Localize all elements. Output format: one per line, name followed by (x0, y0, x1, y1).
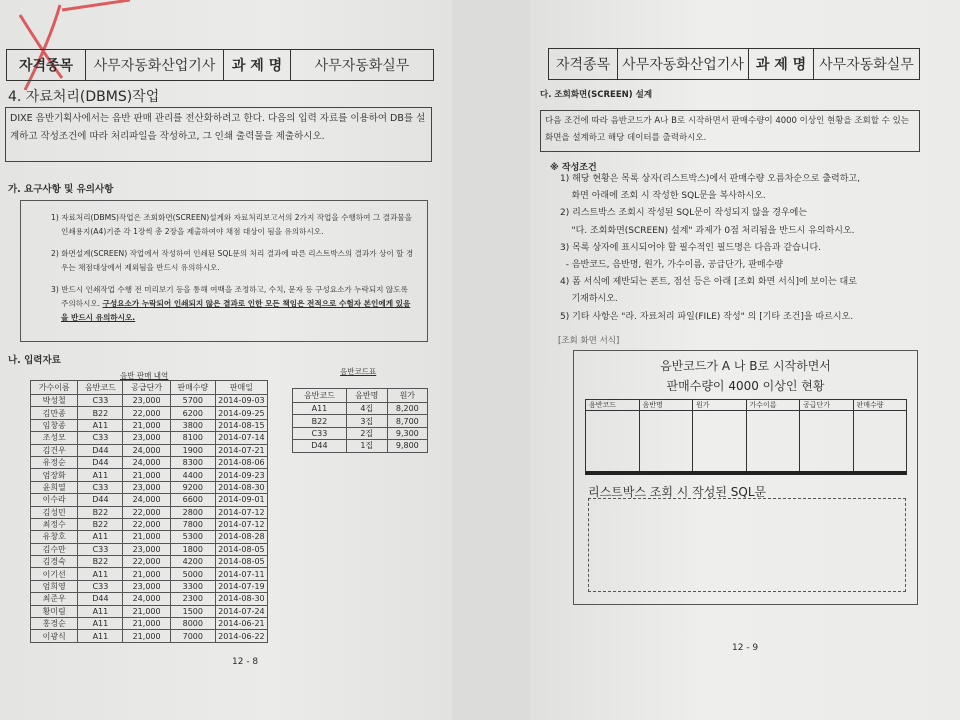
table-row (293, 427, 428, 439)
table-row (31, 543, 268, 555)
table-cell: 조성모 (31, 432, 78, 444)
condition-item: 화면 아래에 조회 시 작성한 SQL문을 복사하시오. (560, 191, 766, 202)
table-row (293, 415, 428, 427)
table-cell: 2014-07-12 (215, 506, 267, 518)
form-label: [조회 화면 서식] (558, 336, 620, 346)
table-row (31, 432, 268, 444)
sql-text-box (588, 498, 906, 592)
table-row (31, 419, 268, 431)
field-value: 사무자동화산업기사 (618, 49, 749, 79)
table-cell: 1500 (170, 605, 215, 617)
condition-item: 1) 해당 현황은 목록 상자(리스트박스)에서 판매수량 오름차순으로 출력하고, (560, 174, 860, 184)
subject-value: 사무자동화실무 (314, 58, 410, 74)
conditions-heading: ※ 작성조건 (550, 163, 597, 173)
column-header: 판매일 (215, 381, 267, 395)
sales-table-caption: 음반 판매 내역 (120, 371, 169, 380)
table-cell: 유창호 (31, 531, 78, 543)
table-cell: D44 (78, 444, 123, 456)
table-cell: 김경숙 (31, 556, 78, 568)
header-row (293, 389, 428, 403)
table-cell: A11 (78, 419, 123, 431)
table-row (31, 407, 268, 419)
table-cell: 3집 (346, 415, 387, 427)
code-table-caption: 음반코드표 (340, 367, 377, 376)
table-cell: 24,000 (123, 593, 170, 605)
table-cell: 2014-08-15 (215, 419, 267, 431)
table-cell: 22,000 (123, 518, 170, 530)
table-cell: 박성철 (31, 395, 78, 407)
table-cell: 임창종 (31, 419, 78, 431)
table-cell: A11 (78, 469, 123, 481)
table-cell: 윤희열 (31, 481, 78, 493)
table-cell: 김수만 (31, 543, 78, 555)
table-cell: D44 (78, 456, 123, 468)
table-cell: D44 (78, 494, 123, 506)
list-column-header: 가수이름 (747, 400, 801, 471)
table-cell: 4400 (170, 469, 215, 481)
note-3-emphasis: 구성요소가 누락되어 인쇄되지 않은 결과로 인한 모든 책임은 전적으로 수험자 본인에게 있음을 반드시 유의하시오. (61, 299, 411, 322)
page-number: 12 - 8 (232, 657, 259, 667)
table-cell: 9200 (170, 481, 215, 493)
list-column-header: 판매수량 (854, 400, 907, 471)
page-number: 12 - 9 (732, 643, 759, 653)
requirements-box (20, 200, 428, 342)
table-cell: 22,000 (123, 556, 170, 568)
intro-box: DIXE 음반기획사에서는 음반 판매 관리를 전산화하려고 한다. 다음의 입력 자료를 이용하여 DB를 설계하고 작성조건에 따라 처리파일을 작성하고, 그 인쇄 출력물을 제출하시오. (5, 107, 432, 162)
table-cell: B22 (78, 407, 123, 419)
table-cell: 2014-08-28 (215, 531, 267, 543)
table-cell: C33 (78, 580, 123, 592)
table-cell: 8,700 (387, 415, 427, 427)
table-cell: 2014-07-21 (215, 444, 267, 456)
table-cell: 24,000 (123, 494, 170, 506)
table-cell: 최정수 (31, 518, 78, 530)
table-cell: 김만종 (31, 407, 78, 419)
list-column-header: 원가 (693, 400, 747, 471)
table-cell: 2집 (346, 427, 387, 439)
table-cell: 2014-08-06 (215, 456, 267, 468)
table-cell: 24,000 (123, 456, 170, 468)
table-cell: D44 (78, 593, 123, 605)
table-cell: 23,000 (123, 432, 170, 444)
table-row (31, 395, 268, 407)
table-cell: B22 (78, 518, 123, 530)
screen-form-mockup (573, 350, 918, 605)
table-cell: 5300 (170, 531, 215, 543)
table-cell: 2014-08-30 (215, 481, 267, 493)
sales-table (30, 380, 268, 643)
table-cell: 홍경순 (31, 618, 78, 630)
table-row (31, 506, 268, 518)
table-cell: 4집 (346, 403, 387, 415)
table-cell: 이수라 (31, 494, 78, 506)
table-cell: 22,000 (123, 407, 170, 419)
condition-item: "다. 조회화면(SCREEN) 설계" 과제가 0점 처리됨을 반드시 유의하시오. (560, 225, 855, 236)
column-header: 원가 (387, 389, 427, 403)
table-cell: C33 (78, 543, 123, 555)
table-cell: 21,000 (123, 605, 170, 617)
left-page (0, 0, 452, 720)
table-cell: 2014-07-14 (215, 432, 267, 444)
table-row (31, 531, 268, 543)
table-cell: 8000 (170, 618, 215, 630)
table-cell: B22 (78, 506, 123, 518)
table-cell: 2014-09-01 (215, 494, 267, 506)
table-row (31, 568, 268, 580)
table-cell: 2014-09-03 (215, 395, 267, 407)
column-header: 판매수량 (170, 381, 215, 395)
list-column-header: 음반명 (640, 400, 694, 471)
table-cell: 유정순 (31, 456, 78, 468)
table-cell: 8,200 (387, 403, 427, 415)
exam-header (548, 48, 920, 80)
table-cell: A11 (78, 531, 123, 543)
screen-title-line-1: 음반코드가 A 나 B로 시작하면서 (660, 359, 831, 373)
table-cell: 2014-08-30 (215, 593, 267, 605)
table-cell: 21,000 (123, 419, 170, 431)
table-cell: C33 (78, 481, 123, 493)
table-cell: 1집 (346, 440, 387, 452)
table-cell: 2800 (170, 506, 215, 518)
column-header: 공급단가 (123, 381, 170, 395)
sql-label: 리스트박스 조회 시 작성된 SQL문 (588, 485, 767, 499)
table-cell: B22 (293, 415, 347, 427)
table-cell: A11 (78, 630, 123, 642)
table-cell: 황미림 (31, 605, 78, 617)
table-cell: 9,300 (387, 427, 427, 439)
table-cell: 23,000 (123, 395, 170, 407)
table-cell: C33 (78, 395, 123, 407)
table-cell: 21,000 (123, 568, 170, 580)
table-row (31, 556, 268, 568)
table-cell: B22 (78, 556, 123, 568)
table-cell: 1800 (170, 543, 215, 555)
table-cell: 24,000 (123, 444, 170, 456)
table-cell: 23,000 (123, 481, 170, 493)
table-cell: 최준우 (31, 593, 78, 605)
table-row (31, 444, 268, 456)
table-cell: A11 (78, 605, 123, 617)
section-ga-heading: 가. 요구사항 및 유의사항 (8, 184, 114, 195)
table-cell: 3300 (170, 580, 215, 592)
table-row (31, 494, 268, 506)
condition-item: 3) 목록 상자에 표시되어야 할 필수적인 필드명은 다음과 같습니다. (560, 242, 822, 253)
table-row (293, 403, 428, 415)
exam-header (6, 49, 434, 81)
table-cell: 2014-07-24 (215, 605, 267, 617)
condition-item: - 음반코드, 음반명, 원가, 가수이름, 공급단가, 판매수량 (560, 260, 784, 271)
field-label: 자격종목 (549, 49, 618, 79)
table-cell: 엄희영 (31, 580, 78, 592)
table-cell: 7800 (170, 518, 215, 530)
table-cell: 2014-06-22 (215, 630, 267, 642)
conditions-list (560, 171, 860, 326)
right-page (530, 0, 960, 720)
table-cell: 21,000 (123, 618, 170, 630)
table-cell: 2014-07-11 (215, 568, 267, 580)
table-cell: 2014-08-05 (215, 556, 267, 568)
condition-item: 기재하시오. (560, 294, 618, 305)
table-cell: 21,000 (123, 531, 170, 543)
table-cell: 21,000 (123, 469, 170, 481)
table-cell: 5700 (170, 395, 215, 407)
table-row (31, 593, 268, 605)
table-cell: 21,000 (123, 630, 170, 642)
section-na-heading: 나. 입력자료 (8, 355, 61, 366)
table-cell: 23,000 (123, 543, 170, 555)
table-cell: D44 (293, 440, 347, 452)
table-cell: 이광식 (31, 630, 78, 642)
table-cell: 2014-09-23 (215, 469, 267, 481)
table-cell: A11 (78, 618, 123, 630)
table-row (31, 605, 268, 617)
table-cell: 김건우 (31, 444, 78, 456)
table-cell: 9,800 (387, 440, 427, 452)
table-cell: 6200 (170, 407, 215, 419)
table-cell: 23,000 (123, 580, 170, 592)
table-row (31, 456, 268, 468)
list-box (585, 399, 907, 475)
section-da-heading: 다. 조회화면(SCREEN) 설계 (540, 90, 653, 100)
table-cell: 이기선 (31, 568, 78, 580)
note-1: 1) 자료처리(DBMS)작업은 조회화면(SCREEN)설계와 자료처리보고서의 2가지 작업을 수행하여 그 결과물을 인쇄용지(A4)기준 각 1장씩 총 2장을 제출하여야 채점 대상이 됨을 유의하시오. (51, 213, 412, 236)
subject-label: 과 제 명 (224, 50, 291, 80)
table-cell: A11 (78, 568, 123, 580)
table-row (31, 481, 268, 493)
subject-value: 사무자동화실무 (819, 57, 914, 73)
table-cell: 1900 (170, 444, 215, 456)
condition-item: 4) 폼 서식에 제반되는 폰트, 점선 등은 아래 [조회 화면 서식]에 보이는 대로 (560, 277, 857, 288)
table-cell: 8100 (170, 432, 215, 444)
table-row (31, 618, 268, 630)
table-row (293, 440, 428, 452)
header-row (31, 381, 268, 395)
table-cell: 2014-08-05 (215, 543, 267, 555)
table-cell: 2014-06-21 (215, 618, 267, 630)
condition-item: 2) 리스트박스 조회시 작성된 SQL문이 작성되지 않을 경우에는 (560, 208, 808, 219)
table-cell: 김성민 (31, 506, 78, 518)
field-label: 자격종목 (7, 50, 86, 80)
list-column-header: 음반코드 (586, 400, 640, 471)
column-header: 음반코드 (293, 389, 347, 403)
table-cell: 2014-07-19 (215, 580, 267, 592)
table-cell: 2300 (170, 593, 215, 605)
condition-item: 5) 기타 사항은 "라. 자료처리 파일(FILE) 작성" 의 [기타 조건]을 따르시오. (560, 311, 854, 322)
column-header: 음반코드 (78, 381, 123, 395)
table-row (31, 469, 268, 481)
table-cell: 8300 (170, 456, 215, 468)
table-cell: 3800 (170, 419, 215, 431)
table-cell: 2014-09-25 (215, 407, 267, 419)
table-cell: 5000 (170, 568, 215, 580)
field-value: 사무자동화산업기사 (86, 50, 224, 80)
table-row (31, 580, 268, 592)
column-header: 가수이름 (31, 381, 78, 395)
note-3 (51, 283, 417, 325)
section-title: 4. 자료처리(DBMS)작업 (8, 89, 160, 105)
note-3-text: 3) 반드시 인쇄작업 수행 전 미리보기 등을 통해 여백을 조정하고, 수치, 문자 등 구성요소가 누락되지 않도록 주의하시오. (51, 285, 408, 308)
table-cell: 2014-07-12 (215, 518, 267, 530)
table-row (31, 630, 268, 642)
screen-title-line-2: 판매수량이 4000 이상인 현황 (666, 379, 825, 393)
subject-label: 과 제 명 (749, 49, 814, 79)
table-cell: A11 (293, 403, 347, 415)
list-column-header: 공급단가 (800, 400, 854, 471)
intro-box: 다음 조건에 따라 음반코드가 A나 B로 시작하면서 판매수량이 4000 이상인 현황을 조회할 수 있는 화면을 설계하고 해당 데이터를 출력하시오. (540, 110, 920, 152)
table-row (31, 518, 268, 530)
table-cell: 6600 (170, 494, 215, 506)
table-cell: 엄장화 (31, 469, 78, 481)
code-table (292, 388, 428, 453)
table-cell: 22,000 (123, 506, 170, 518)
table-cell: C33 (78, 432, 123, 444)
note-2: 2) 화면설계(SCREEN) 작업에서 작성하여 인쇄된 SQL문의 처리 결과에 따른 리스트박스의 결과가 상이 할 경우는 채점대상에서 제외됨을 반드시 유의하시오. (51, 249, 414, 272)
table-cell: C33 (293, 427, 347, 439)
table-cell: 7000 (170, 630, 215, 642)
column-header: 음반명 (346, 389, 387, 403)
table-cell: 4200 (170, 556, 215, 568)
